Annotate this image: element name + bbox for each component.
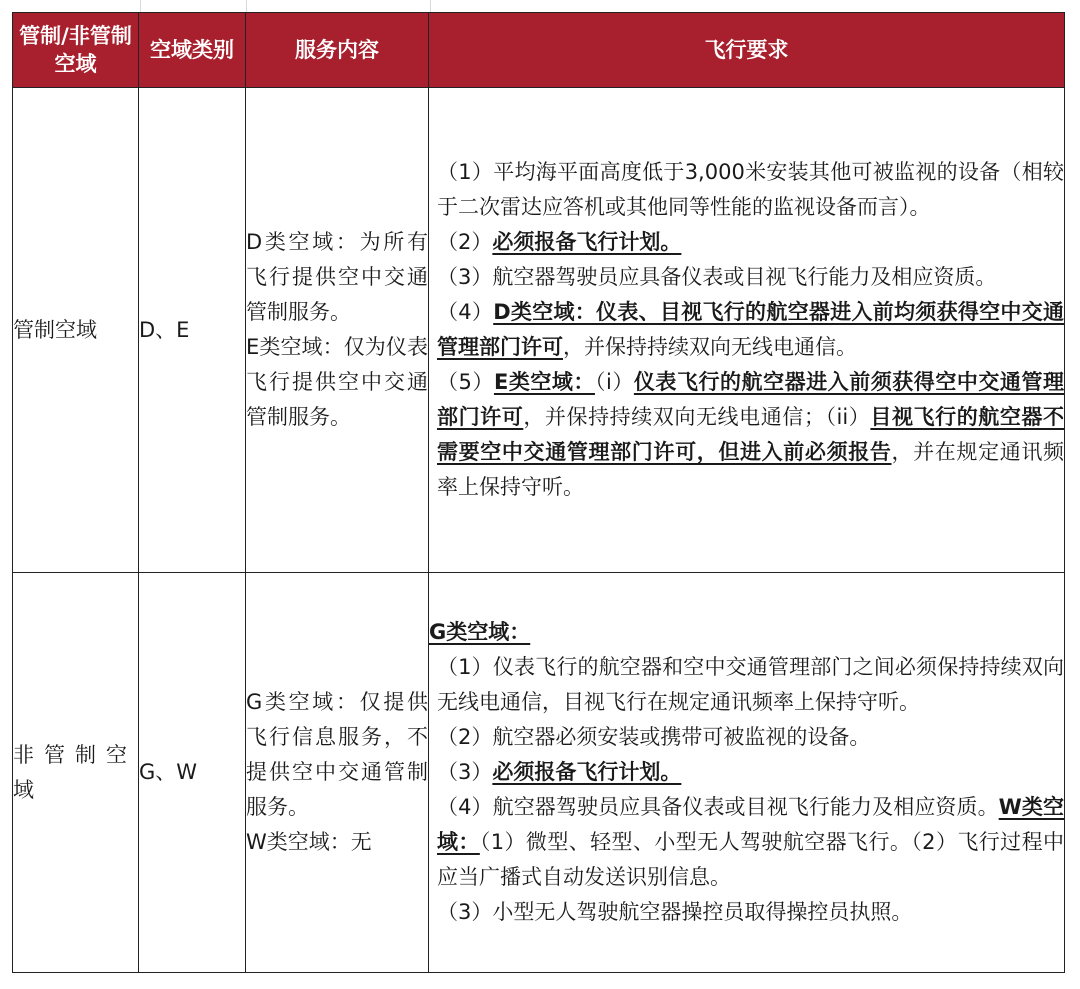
requirement-item	[429, 295, 1064, 365]
requirement-item	[429, 225, 1064, 260]
requirement-text: （4）航空器驾驶员应具备仪表或目视飞行能力及相应资质。	[437, 795, 999, 819]
bold-requirement: E类空域：	[493, 370, 595, 394]
header-airspace-class: 空域类别	[139, 13, 246, 88]
header-row	[13, 13, 1065, 88]
table-row	[13, 573, 1065, 973]
service-line: W类空域：无	[246, 830, 372, 854]
bold-requirement: 目视飞行的航空器不需要空中交通管理部门许可，但进入前必须报告	[437, 405, 1065, 464]
item-number: （4）	[437, 300, 494, 324]
section-title: G类空域：	[429, 620, 531, 644]
requirement-item	[429, 365, 1064, 505]
requirement-item: （3）小型无人驾驶航空器操控员取得操控员执照。	[437, 900, 913, 924]
section-title: W类空域：	[437, 795, 1065, 854]
requirement-item: （2）航空器必须安装或携带可被监视的设备。	[437, 725, 871, 749]
requirement-text: ，并保持持续双向无线电通信。	[563, 335, 857, 359]
requirement-item: （1）平均海平面高度低于3,000米安装其他可被监视的设备（相较于二次雷达应答机或其他同等性能的监视设备而言）。	[437, 160, 1064, 219]
requirement-text: ，并在规定通讯频率上保持守听。	[437, 440, 1064, 499]
service-cell	[246, 88, 429, 573]
bold-requirement: D类空域：仪表、目视飞行的航空器进入前均须获得空中交通管理部门许可	[437, 300, 1064, 359]
sheet-gridline	[140, 0, 141, 12]
airspace-table	[12, 12, 1065, 973]
requirement-text: （i）	[594, 370, 634, 394]
airspace-type-cell: 管制空域	[13, 88, 139, 573]
sheet-gridline	[246, 0, 247, 12]
service-line: D类空域：为所有飞行提供空中交通管制服务。	[246, 230, 428, 324]
requirements-cell	[429, 88, 1065, 573]
item-number: （2）	[437, 230, 493, 254]
requirement-text: ，并保持持续双向无线电通信；（ii）	[523, 405, 871, 429]
airspace-class-cell: G、W	[139, 573, 246, 973]
requirements-cell	[429, 573, 1065, 973]
requirement-item	[429, 755, 1064, 790]
airspace-type-cell: 非管制空域	[13, 573, 139, 973]
requirement-item: （1）仪表飞行的航空器和空中交通管理部门之间必须保持持续双向无线电通信，目视飞行在规定通讯频率上保持守听。	[437, 655, 1064, 714]
item-number: （5）	[437, 370, 494, 394]
requirement-item	[429, 790, 1064, 895]
item-number: （3）	[437, 760, 493, 784]
bold-requirement: 必须报备飞行计划。	[492, 230, 682, 254]
service-line: G类空域：仅提供飞行信息服务，不提供空中交通管制服务。	[246, 690, 428, 819]
service-line: E类空域：仅为仪表飞行提供空中交通管制服务。	[246, 335, 428, 429]
bold-requirement: 仪表飞行的航空器进入前须获得空中交通管理部门许可	[437, 370, 1064, 429]
header-flight-requirements: 飞行要求	[429, 13, 1065, 88]
bold-requirement: 必须报备飞行计划。	[492, 760, 682, 784]
requirement-item: （3）航空器驾驶员应具备仪表或目视飞行能力及相应资质。	[437, 265, 997, 289]
sheet-gridline	[430, 0, 431, 12]
airspace-class-cell: D、E	[139, 88, 246, 573]
header-airspace-type: 管制/非管制空域	[13, 13, 139, 88]
requirement-text: （1）微型、轻型、小型无人驾驶航空器飞行。（2）飞行过程中应当广播式自动发送识别信息。	[437, 830, 1064, 889]
service-cell	[246, 573, 429, 973]
header-service: 服务内容	[246, 13, 429, 88]
table-row	[13, 88, 1065, 573]
